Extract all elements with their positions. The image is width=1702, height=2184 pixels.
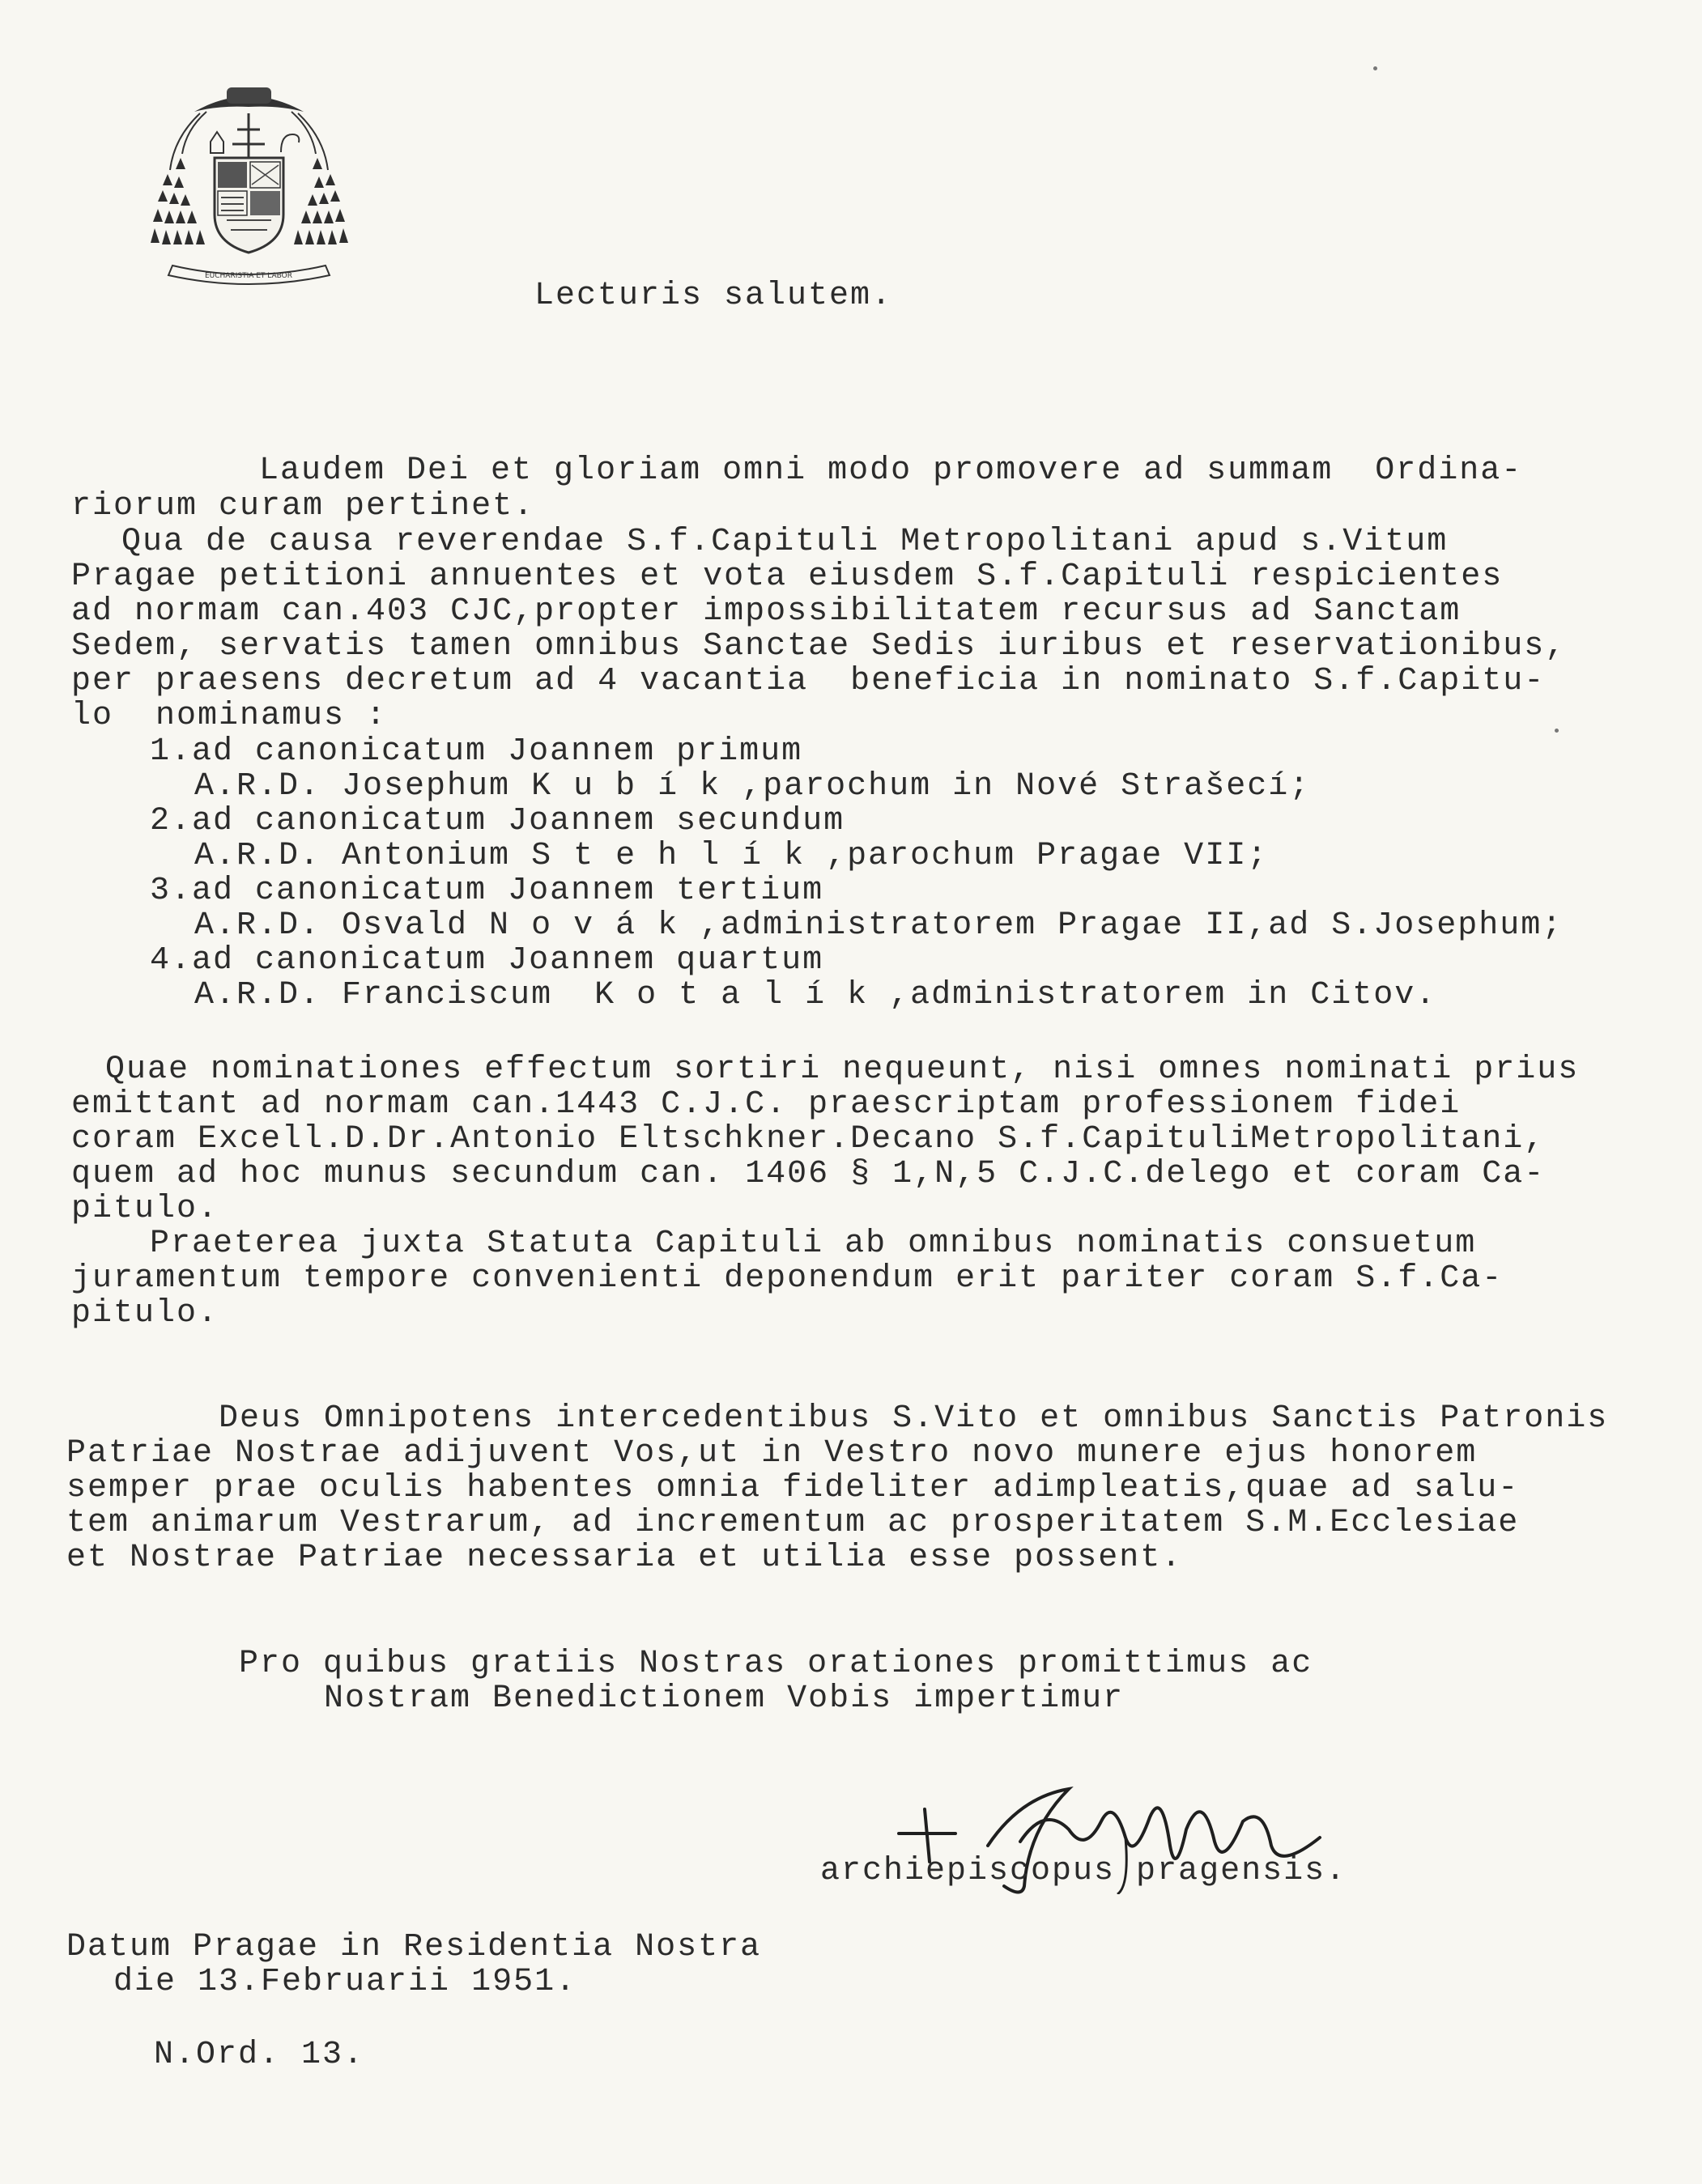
- nomination-office: 2.ad canonicatum Joannem secundum: [150, 803, 845, 839]
- text-line: semper prae oculis habentes omnia fideliter adimpleatis,quae ad salu-: [66, 1470, 1520, 1506]
- text-line: Pro quibus gratiis Nostras orationes promittimus ac: [239, 1646, 1313, 1682]
- text-line: riorum curam pertinet.: [71, 488, 535, 525]
- paper-speck: [1555, 729, 1559, 733]
- text-line: Praeterea juxta Statuta Capituli ab omnibus nominatis consuetum: [150, 1226, 1477, 1262]
- text-line: pitulo.: [71, 1295, 219, 1332]
- salutation: Lecturis salutem.: [534, 278, 893, 314]
- text-line: Pragae petitioni annuentes et vota eiusdem S.f.Capituli respicientes: [71, 559, 1504, 595]
- text-line: Quae nominationes effectum sortiri nequeunt, nisi omnes nominati prius: [105, 1052, 1580, 1088]
- text-line: coram Excell.D.Dr.Antonio Eltschkner.Decano S.f.CapituliMetropolitani,: [71, 1121, 1546, 1158]
- paper-speck: [1373, 66, 1377, 70]
- nomination-office: 1.ad canonicatum Joannem primum: [150, 733, 803, 770]
- signatory-title: archiepiscopus pragensis.: [820, 1853, 1347, 1889]
- text-line: Nostram Benedictionem Vobis impertimur: [324, 1680, 1125, 1717]
- text-line: quem ad hoc munus secundum can. 1406 § 1,N,5 C.J.C.delego et coram Ca-: [71, 1156, 1546, 1192]
- nomination-person: A.R.D. Antonium S t e h l í k ,parochum Pragae VII;: [194, 838, 1269, 874]
- nomination-person: A.R.D. Josephum K u b í k ,parochum in Nové Strašecí;: [194, 768, 1311, 805]
- text-line: et Nostrae Patriae necessaria et utilia esse possent.: [66, 1540, 1183, 1576]
- text-line: Datum Pragae in Residentia Nostra: [66, 1929, 762, 1965]
- text-line: tem animarum Vestrarum, ad incrementum ac prosperitatem S.M.Ecclesiae: [66, 1505, 1520, 1541]
- seal-motto: EUCHARISTIA ET LABOR: [204, 272, 293, 280]
- text-line: Qua de causa reverendae S.f.Capituli Metropolitani apud s.Vitum: [121, 524, 1449, 560]
- nomination-person: A.R.D. Franciscum K o t a l í k ,administratorem in Citov.: [194, 977, 1437, 1013]
- nomination-office: 4.ad canonicatum Joannem quartum: [150, 942, 824, 979]
- nomination-office: 3.ad canonicatum Joannem tertium: [150, 873, 824, 909]
- text-line: die 13.Februarii 1951.: [113, 1964, 577, 2000]
- coat-of-arms-seal: [150, 81, 348, 300]
- text-line: ad normam can.403 CJC,propter impossibilitatem recursus ad Sanctam: [71, 593, 1462, 630]
- text-line: Deus Omnipotens intercedentibus S.Vito et omnibus Sanctis Patronis: [219, 1400, 1609, 1437]
- text-line: per praesens decretum ad 4 vacantia beneficia in nominato S.f.Capitu-: [71, 663, 1546, 699]
- text-line: pitulo.: [71, 1191, 219, 1227]
- text-line: Sedem, servatis tamen omnibus Sanctae Sedis iuribus et reservationibus,: [71, 628, 1567, 665]
- reference-number: N.Ord. 13.: [154, 2037, 365, 2073]
- text-line: lo nominamus :: [71, 698, 388, 734]
- text-line: Laudem Dei et gloriam omni modo promovere ad summam Ordina-: [259, 453, 1523, 489]
- nomination-person: A.R.D. Osvald N o v á k ,administratorem Pragae II,ad S.Josephum;: [194, 907, 1564, 944]
- text-line: emittant ad normam can.1443 C.J.C. praescriptam professionem fidei: [71, 1086, 1462, 1123]
- text-line: Patriae Nostrae adijuvent Vos,ut in Vestro novo munere ejus honorem: [66, 1435, 1478, 1472]
- text-line: juramentum tempore convenienti deponendum erit pariter coram S.f.Ca-: [71, 1260, 1504, 1297]
